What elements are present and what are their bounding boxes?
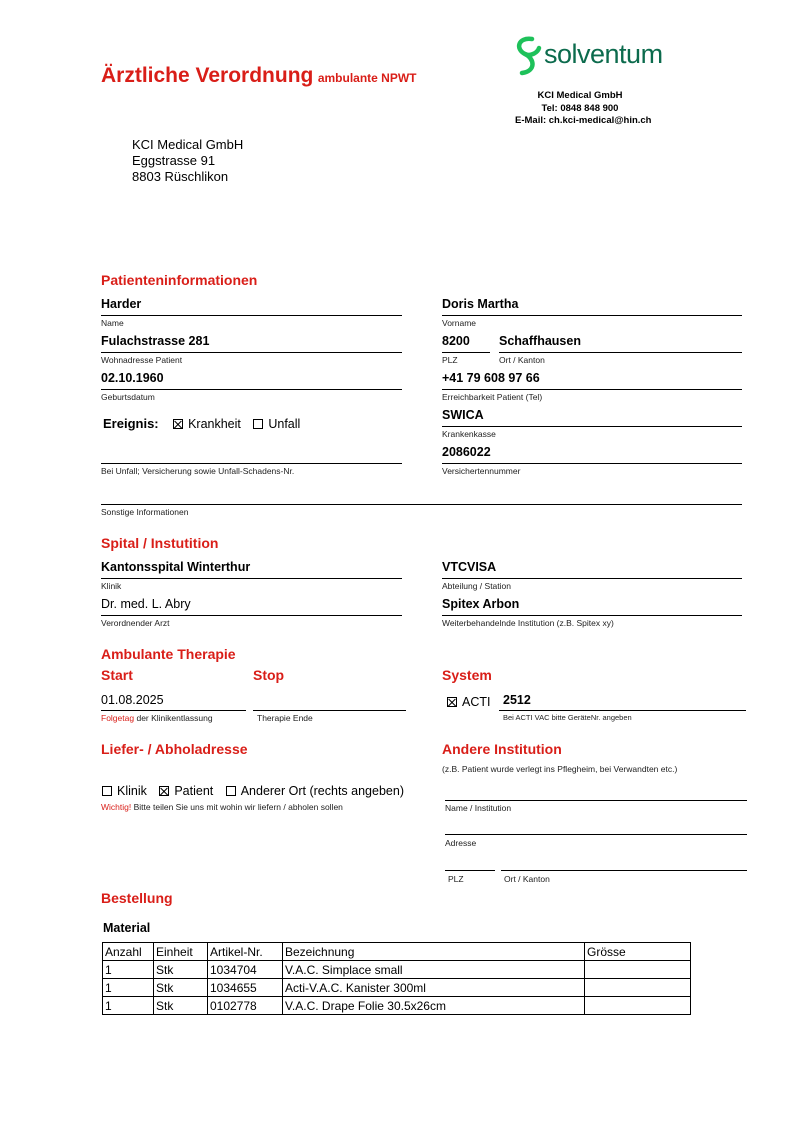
- patient-versnr: 2086022: [442, 445, 491, 459]
- material-table: [102, 942, 691, 1015]
- event-label: Ereignis:: [103, 416, 159, 431]
- cell-artikel: 0102778: [208, 997, 283, 1015]
- section-liefer: Liefer- / Abholadresse: [101, 741, 248, 757]
- cell-bezeichnung: V.A.C. Simplace small: [283, 961, 585, 979]
- spital-arzt: Dr. med. L. Abry: [101, 597, 191, 611]
- divider: [101, 315, 402, 316]
- spital-abteilung-label: Abteilung / Station: [442, 581, 511, 591]
- divider: [442, 389, 742, 390]
- material-label: Material: [103, 921, 151, 935]
- andere-name-label: Name / Institution: [445, 803, 512, 813]
- col-groesse: Grösse: [585, 943, 691, 961]
- divider: [101, 504, 742, 505]
- section-therapie: Ambulante Therapie: [101, 646, 236, 662]
- patient-vorname-label: Vorname: [442, 318, 477, 328]
- brand-name: solventum: [544, 39, 663, 69]
- company-name: KCI Medical GmbH: [537, 90, 623, 101]
- event-unfall-checkbox[interactable]: [253, 419, 263, 429]
- section-bestellung: Bestellung: [101, 890, 173, 906]
- folgetag-label: Folgetag: [101, 713, 135, 723]
- divider: [101, 352, 402, 353]
- patient-phone: +41 79 608 97 66: [442, 371, 540, 385]
- wichtig-label: Wichtig!: [101, 802, 132, 812]
- spital-arzt-label: Verordnender Arzt: [101, 618, 170, 628]
- patient-ort: Schaffhausen: [499, 334, 581, 348]
- liefer-options: [102, 782, 404, 800]
- patient-dob-label: Geburtsdatum: [101, 392, 155, 402]
- title-sub: ambulante NPWT: [317, 71, 417, 85]
- divider: [442, 463, 742, 464]
- patient-name: Harder: [101, 297, 142, 311]
- cell-anzahl: 1: [103, 961, 154, 979]
- cell-bezeichnung: Acti-V.A.C. Kanister 300ml: [283, 979, 585, 997]
- therapie-stop-caption: Therapie Ende: [257, 713, 313, 723]
- patient-address: Fulachstrasse 281: [101, 334, 210, 348]
- patient-versnr-label: Versichertennummer: [442, 466, 521, 476]
- divider: [442, 352, 490, 353]
- spital-weiter-label: Weiterbehandelnde Institution (z.B. Spitex xy): [442, 618, 614, 628]
- company-contact: [500, 89, 660, 115]
- divider: [101, 463, 402, 464]
- section-patient: Patienteninformationen: [101, 272, 258, 288]
- cell-artikel: 1034704: [208, 961, 283, 979]
- cell-einheit: Stk: [154, 961, 208, 979]
- patient-vorname: Doris Martha: [442, 297, 519, 311]
- title-main: Ärztliche Verordnung: [101, 64, 314, 87]
- divider: [445, 834, 747, 835]
- recipient-line2: Eggstrasse 91: [132, 153, 216, 168]
- therapie-start-caption: [101, 713, 213, 723]
- event-krankheit-label: Krankheit: [188, 417, 241, 431]
- wichtig-text: Bitte teilen Sie uns mit wohin wir liefern / abholen sollen: [133, 802, 343, 812]
- table-row: [103, 997, 691, 1015]
- cell-anzahl: 1: [103, 997, 154, 1015]
- divider: [101, 578, 402, 579]
- divider: [499, 710, 746, 711]
- section-spital: Spital / Instutition: [101, 535, 219, 551]
- andere-hint: (z.B. Patient wurde verlegt ins Pflegheim, bei Verwandten etc.): [442, 764, 678, 774]
- patient-dob: 02.10.1960: [101, 371, 164, 385]
- divider: [445, 870, 495, 871]
- liefer-klinik-label: Klinik: [117, 784, 147, 798]
- patient-kasse-label: Krankenkasse: [442, 429, 496, 439]
- event-unfall-label: Unfall: [268, 417, 301, 431]
- andere-ort-label: Ort / Kanton: [504, 874, 550, 884]
- patient-plz: 8200: [442, 334, 470, 348]
- divider: [442, 578, 742, 579]
- liefer-anderer-checkbox[interactable]: [226, 786, 236, 796]
- col-bezeichnung: Bezeichnung: [283, 943, 585, 961]
- event-selector: [103, 415, 300, 433]
- cell-einheit: Stk: [154, 997, 208, 1015]
- liefer-patient-label: Patient: [174, 784, 214, 798]
- system-acti-label: ACTI: [462, 695, 491, 709]
- patient-address-label: Wohnadresse Patient: [101, 355, 183, 365]
- spital-klinik-label: Klinik: [101, 581, 122, 591]
- cell-artikel: 1034655: [208, 979, 283, 997]
- divider: [501, 870, 747, 871]
- col-anzahl: Anzahl: [103, 943, 154, 961]
- solventum-s-logo-icon: [512, 35, 546, 81]
- therapie-stop-heading: Stop: [253, 667, 285, 683]
- system-acti-checkbox[interactable]: [447, 697, 457, 707]
- patient-kasse: SWICA: [442, 408, 484, 422]
- patient-name-label: Name: [101, 318, 124, 328]
- liefer-patient-checkbox[interactable]: [159, 786, 169, 796]
- cell-groesse: [585, 997, 691, 1015]
- liefer-hinweis: [101, 802, 343, 812]
- system-selector: [447, 693, 490, 711]
- spital-abteilung: VTCVISA: [442, 560, 497, 574]
- patient-unfall-label: Bei Unfall; Versicherung sowie Unfall-Schadens-Nr.: [101, 466, 295, 476]
- patient-ort-label: Ort / Kanton: [499, 355, 545, 365]
- divider: [499, 352, 742, 353]
- cell-einheit: Stk: [154, 979, 208, 997]
- document-title: [101, 64, 416, 88]
- table-header-row: [103, 943, 691, 961]
- therapie-start-heading: Start: [101, 667, 133, 683]
- system-caption: Bei ACTI VAC bitte GeräteNr. angeben: [503, 713, 632, 722]
- patient-plz-label: PLZ: [442, 355, 458, 365]
- therapie-start-date: 01.08.2025: [101, 693, 164, 707]
- divider: [101, 710, 246, 711]
- spital-weiter: Spitex Arbon: [442, 597, 520, 611]
- andere-plz-label: PLZ: [448, 874, 464, 884]
- system-number: 2512: [503, 693, 531, 707]
- cell-bezeichnung: V.A.C. Drape Folie 30.5x26cm: [283, 997, 585, 1015]
- divider: [253, 710, 406, 711]
- therapie-system-heading: System: [442, 667, 492, 683]
- divider: [101, 615, 402, 616]
- liefer-klinik-checkbox[interactable]: [102, 786, 112, 796]
- table-row: [103, 961, 691, 979]
- andere-adresse-label: Adresse: [445, 838, 477, 848]
- table-row: [103, 979, 691, 997]
- divider: [442, 426, 742, 427]
- recipient-line1: KCI Medical GmbH: [132, 137, 244, 152]
- recipient-line3: 8803 Rüschlikon: [132, 169, 229, 184]
- patient-sonstige-label: Sonstige Informationen: [101, 507, 189, 517]
- cell-groesse: [585, 979, 691, 997]
- spital-klinik: Kantonsspital Winterthur: [101, 560, 251, 574]
- company-email: E-Mail: ch.kci-medical@hin.ch: [515, 115, 652, 126]
- liefer-anderer-label: Anderer Ort (rechts angeben): [240, 784, 404, 798]
- recipient-address: [132, 137, 243, 185]
- patient-phone-label: Erreichbarkeit Patient (Tel): [442, 392, 543, 402]
- cell-anzahl: 1: [103, 979, 154, 997]
- col-einheit: Einheit: [154, 943, 208, 961]
- divider: [442, 615, 742, 616]
- brand-logo: [512, 35, 712, 81]
- company-tel: Tel: 0848 848 900: [541, 103, 619, 114]
- cell-groesse: [585, 961, 691, 979]
- section-andere: Andere Institution: [442, 741, 562, 757]
- divider: [101, 389, 402, 390]
- start-caption-text: der Klinikentlassung: [136, 713, 213, 723]
- event-krankheit-checkbox[interactable]: [173, 419, 183, 429]
- divider: [445, 800, 747, 801]
- divider: [442, 315, 742, 316]
- col-artikel: Artikel-Nr.: [208, 943, 283, 961]
